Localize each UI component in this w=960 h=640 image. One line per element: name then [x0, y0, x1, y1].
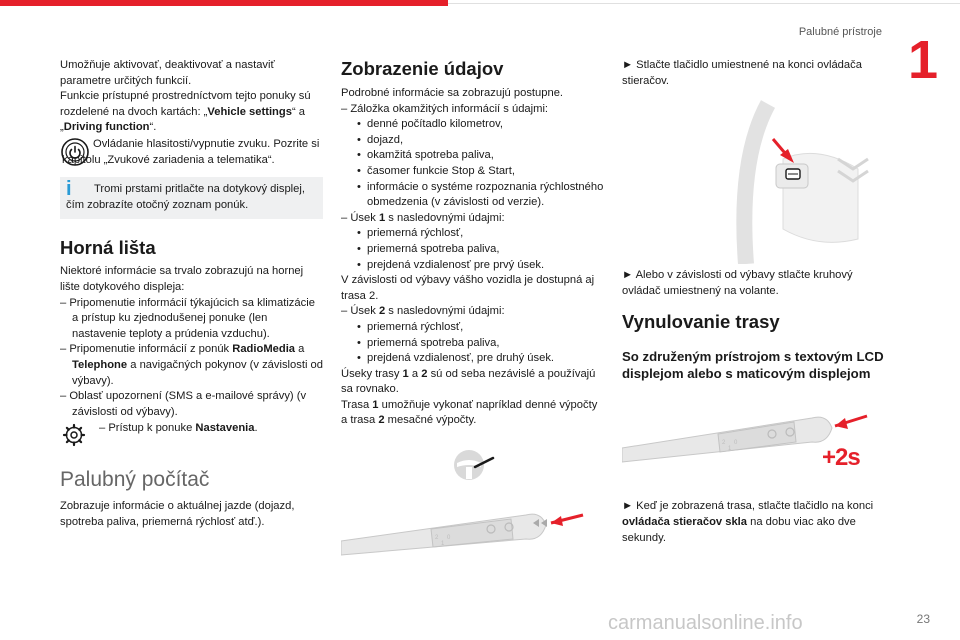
watermark: carmanualsonline.info: [608, 612, 803, 634]
column-3: [622, 58, 890, 546]
chapter-number: 1: [907, 30, 939, 90]
top-bar-item-3: – Oblasť upozornení (SMS a e-mailové správy) (v závislosti od výbavy).: [60, 390, 307, 418]
top-rule: [448, 3, 960, 4]
instant-item: • časomer funkcie Stop & Start,: [341, 164, 605, 180]
wiper-stalk-illustration: [341, 489, 605, 559]
settings-text: – Prístup k ponuke Nastavenia.: [99, 422, 258, 435]
segment-1-heading: – Úsek 1 s nasledovnými údajmi:: [341, 211, 505, 224]
steering-wheel-icon: [451, 447, 605, 483]
top-bar-item-2: – Pripomenutie informácií z ponúk RadioMedia a Telephone a navigačných pokynov (v závislosti od výbavy).: [60, 343, 324, 387]
segment-2-item: • priemerná spotreba paliva,: [341, 336, 605, 352]
column-2: [341, 58, 605, 559]
info-box: [60, 177, 323, 219]
info-text: i Tromi prstami pritlačte na dotykový displej, čím zobrazíte otočný zoznam ponúk.: [66, 178, 305, 211]
instant-item: • dojazd,: [341, 133, 605, 149]
segment-2-heading: – Úsek 2 s nasledovnými údajmi:: [341, 305, 505, 318]
svg-text:0: 0: [447, 535, 451, 542]
display-lead: Podrobné informácie sa zobrazujú postupne.: [341, 87, 564, 99]
svg-text:2: 2: [722, 440, 726, 447]
settings-row: [60, 421, 323, 451]
segment-2-item: • priemerná rýchlosť,: [341, 320, 605, 336]
example-note: Trasa 1 umožňuje vykonať napríklad denné výpočty a trasa 2 mesačné výpočty.: [341, 398, 598, 427]
instant-item: • denné počítadlo kilometrov,: [341, 117, 605, 133]
hold-instruction: ► Keď je zobrazená trasa, stlačte tlačidlo na konci ovládača stieračov skla na dobu viac ako dve sekundy.: [622, 500, 874, 544]
heading-trip-computer: Palubný počítač: [60, 468, 210, 492]
column-1: [60, 58, 323, 530]
top-bar-intro: Niektoré informácie sa trvalo zobrazujú na hornej lište dotykového displeja:: [60, 265, 304, 293]
independence-note: Úseky trasy 1 a 2 sú od seba nezávislé a používajú sa rovnako.: [341, 367, 596, 396]
segment-2-item: • prejdená vzdialenosť, pre druhý úsek.: [341, 351, 605, 367]
top-bar-item-1: – Pripomenutie informácií týkajúcich sa klimatizácie a prístup ku zjednodušenej ponuke (len nastavenie teploty a prúdenia vzduchu).: [60, 296, 315, 340]
segment-1-item: • priemerná rýchlosť,: [341, 226, 605, 242]
heading-reset: Vynulovanie trasy: [622, 311, 780, 333]
volume-row: [60, 137, 323, 168]
heading-display: Zobrazenie údajov: [341, 58, 504, 79]
segment-1-item: • prejdená vzdialenosť pre prvý úsek.: [341, 258, 605, 274]
info-icon: i: [66, 178, 72, 201]
svg-text:1: 1: [728, 446, 732, 453]
intro-paragraph: Umožňuje aktivovať, deaktivovať a nastaviť parametre určitých funkcií.: [60, 59, 275, 87]
page-number: 23: [916, 612, 930, 626]
press-end-instruction: ► Stlačte tlačidlo umiestnené na konci ovládača stieračov.: [622, 59, 862, 87]
trip-text: Zobrazuje informácie o aktuálnej jazde (dojazd, spotreba paliva, priemerná rýchlosť atď.).: [60, 500, 295, 528]
segment-1-item: • priemerná spotreba paliva,: [341, 242, 605, 258]
volume-text: Ovládanie hlasitosti/vypnutie zvuku. Pozrite si kapitolu „Zvukové zariadenia a telematika“.: [62, 137, 320, 166]
hold-two-seconds-label: +2s: [822, 444, 860, 472]
heading-top-bar: Horná lišta: [60, 237, 156, 259]
press-knob-instruction: ► Alebo v závislosti od výbavy stlačte kruhový ovládač umiestnený na volante.: [622, 269, 853, 297]
steering-wheel-illustration: [728, 99, 890, 264]
instant-item: • informácie o systéme rozpoznania rýchlostného obmedzenia (v závislosti od verzie).: [341, 180, 605, 211]
svg-text:0: 0: [734, 440, 738, 447]
tabs-paragraph: Funkcie prístupné prostredníctvom tejto ponuky sú rozdelené na dvoch kartách: „Vehicle settings“ a „Driving function“.: [60, 90, 311, 134]
heading-lcd: So združeným prístrojom s textovým LCD displejom alebo s maticovým displejom: [622, 349, 884, 382]
section-title: Palubné prístroje: [798, 26, 882, 38]
instant-item: • okamžitá spotreba paliva,: [341, 148, 605, 164]
tab-instant: – Záložka okamžitých informácií s údajmi:: [341, 102, 549, 115]
top-accent-bar: [0, 0, 448, 6]
settings-gear-icon: [60, 421, 88, 451]
wiper-stalk-hold-illustration: [622, 398, 890, 493]
svg-text:1: 1: [441, 541, 445, 548]
equipment-note: V závislosti od výbavy vášho vozidla je dostupná aj trasa 2.: [341, 274, 595, 302]
svg-text:2: 2: [435, 535, 439, 542]
